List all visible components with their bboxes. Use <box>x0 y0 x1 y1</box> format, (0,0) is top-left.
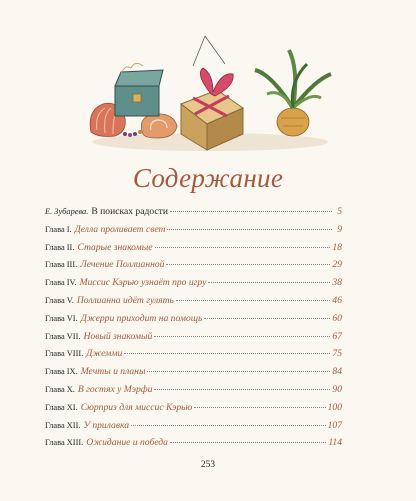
potted-plant-icon <box>255 50 331 136</box>
chapter-title: Миссис Кэрью узнаёт про игру <box>79 277 207 289</box>
chapter-page-number: 18 <box>332 241 342 253</box>
chapter-page-number: 9 <box>337 223 342 235</box>
spiral-shell-icon <box>141 114 177 138</box>
chapter-page-number: 75 <box>332 348 342 360</box>
dot-leader <box>166 264 330 265</box>
toc-entry[interactable] <box>45 345 342 363</box>
chapter-page-number: 5 <box>337 206 342 217</box>
chapter-title: Старые знакомые <box>77 241 153 253</box>
chapter-page-number: 84 <box>332 366 342 378</box>
chapter-page-number: 38 <box>332 277 342 289</box>
chapter-label: Глава III. <box>45 260 78 270</box>
toc-entry[interactable] <box>45 221 342 239</box>
toc-entry[interactable] <box>45 203 342 221</box>
chapter-label: Глава I. <box>45 224 72 234</box>
chapter-label: Глава VIII. <box>45 349 84 359</box>
chapter-title: Делла проливает свет <box>74 223 166 235</box>
chapter-label: Глава VII. <box>45 331 81 341</box>
chapter-label: Глава X. <box>45 384 75 394</box>
chapter-title: В гостях у Мэрфи <box>77 383 153 395</box>
toc-heading: Содержание <box>132 163 284 193</box>
dot-leader <box>170 211 332 212</box>
toc-entry[interactable] <box>45 292 342 310</box>
chapter-title: Мечты и планы <box>80 366 146 378</box>
toc-entry[interactable] <box>45 399 342 417</box>
chapter-label: Глава XIII. <box>45 438 84 448</box>
chapter-title: Джерри приходит на помощь <box>80 312 203 324</box>
chapter-label: Глава V. <box>45 295 74 305</box>
toc-entry[interactable] <box>45 328 342 346</box>
dot-leader <box>194 407 325 408</box>
dot-leader <box>170 442 326 443</box>
gift-box-icon <box>181 68 243 150</box>
toc-entry[interactable] <box>45 274 342 292</box>
toc-entry[interactable] <box>45 310 342 328</box>
chapter-title: Поллианна идёт гулять <box>76 294 174 306</box>
chapter-title: Ожидание и победа <box>86 437 168 449</box>
dot-leader <box>176 300 331 301</box>
dot-leader <box>154 336 330 337</box>
chapter-page-number: 29 <box>332 259 342 271</box>
dot-leader <box>155 247 331 248</box>
dot-leader <box>131 425 326 426</box>
chapter-label: Глава XII. <box>45 420 81 430</box>
chapter-page-number: 60 <box>332 312 342 324</box>
toc-entry[interactable] <box>45 381 342 399</box>
toc-entry[interactable] <box>45 256 342 274</box>
chapter-title: Новый знакомый <box>83 330 153 342</box>
dot-leader <box>208 282 330 283</box>
chapter-title: Лечение Поллианной <box>80 259 165 271</box>
table-of-contents <box>45 203 342 452</box>
dot-leader <box>147 371 330 372</box>
toc-entry[interactable] <box>45 363 342 381</box>
toc-entry[interactable] <box>45 239 342 257</box>
chapter-title: Сюрприз для миссис Кэрью <box>80 401 193 413</box>
chapter-label: Глава II. <box>45 242 75 252</box>
decorative-illustration <box>85 34 335 152</box>
dot-leader <box>154 389 330 390</box>
chapter-label: Глава XI. <box>45 402 78 412</box>
toc-entry[interactable] <box>45 434 342 452</box>
chapter-title: Джемми <box>86 348 123 360</box>
toc-entry[interactable] <box>45 417 342 435</box>
chapter-page-number: 114 <box>328 437 342 449</box>
chapter-page-number: 67 <box>332 330 342 342</box>
page-number: 253 <box>200 460 216 470</box>
chapter-label: Е. Зубарева. <box>45 207 89 216</box>
chapter-page-number: 100 <box>327 401 342 413</box>
chapter-page-number: 90 <box>332 383 342 395</box>
chapter-page-number: 46 <box>332 294 342 306</box>
dot-leader <box>124 353 330 354</box>
dot-leader <box>204 318 330 319</box>
chapter-label: Глава VI. <box>45 313 78 323</box>
chapter-title: В поисках радости <box>91 206 168 217</box>
dot-leader <box>167 229 332 230</box>
chapter-page-number: 107 <box>327 419 342 431</box>
chapter-title: У прилавка <box>83 419 130 431</box>
treasure-chest-icon <box>115 63 163 116</box>
chapter-label: Глава IV. <box>45 278 77 288</box>
chapter-label: Глава IX. <box>45 367 78 377</box>
